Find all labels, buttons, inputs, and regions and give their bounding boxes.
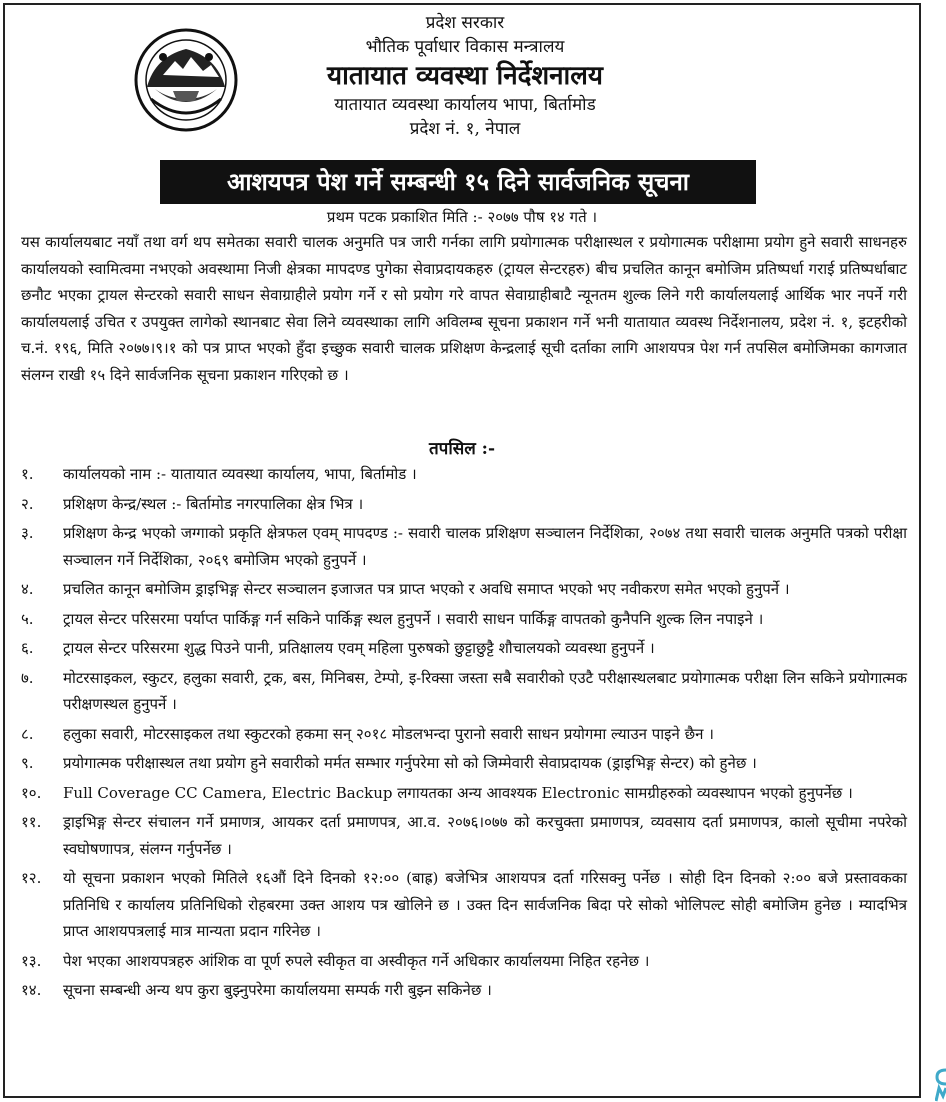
office-address: यातायात व्यवस्था कार्यालय भापा, बिर्तामोड xyxy=(334,95,596,115)
item-text: यो सूचना प्रकाशन भएको मितिले १६औं दिने दिनको १२:०० (बाह्र) बजेभित्र आशयपत्र दर्ता गरिसक्नु पर्नेछ । सोही दिन दिनको २:०० बजे प्रस्तावकका प्रतिनिधि र कार्यालय प्रतिनिधिको रोहबरमा उक्त आशय पत्र खोलिने छ । उक्त दिन सार्वजनिक बिदा परे सोको भोलिपल्ट सोही बमोजिम हुनेछ । म्यादभित्र प्राप्त आशयपत्रलाई मात्र मान्यता प्रदान गरिनेछ । xyxy=(63,869,907,940)
item-text: ट्रायल सेन्टर परिसरमा पर्याप्त पार्किङ्ग गर्न सकिने पार्किङ्ग स्थल हुनुपर्ने । सवारी साधन पार्किङ्ग वापतको कुनैपनि शुल्क लिन नपाइने । xyxy=(63,609,764,628)
list-item xyxy=(21,461,907,488)
item-text: मोटरसाइकल, स्कुटर, हलुका सवारी, ट्रक, बस, मिनिबस, टेम्पो, इ-रिक्सा जस्ता सबै सवारीको एउटै परीक्षास्थलबाट प्रयोगात्मक परीक्षा लिन सकिने प्रयोगात्मक परीक्षणस्थल हुनुपर्ने । xyxy=(63,668,907,713)
notice-body: यस कार्यालयबाट नयाँ तथा वर्ग थप समेतका सवारी चालक अनुमति पत्र जारी गर्नका लागि प्रयोगात्मक परीक्षास्थल र प्रयोगात्मक परीक्षामा प्रयोग हुने सवारी साधनहरु कार्यालयको स्वामित्वमा नभएको अवस्थामा निजी क्षेत्रका मापदण्ड पुगेका सेवाप्रदायकहरु (ट्रायल सेन्टरहरु) बीच प्रचलित कानून बमोजिम प्रतिष्पर्धा गराई प्रतिष्पर्धाबाट छनौट भएका ट्रायल सेन्टरको सवारी साधन सेवाग्राहीले प्रयोग गर्ने र सो प्रयोग गरे वापत सेवाग्राहीबाटै न्यूनतम शुल्क लिने गरी कार्यालयलाई आर्थिक भार नपर्ने गरी कार्यालयलाई उचित र उपयुक्त लागेको स्थानबाट सेवा लिने व्यवस्थाका लागि अविलम्ब सूचना प्रकाशन गर्ने भनी यातायात व्यवस्थ निर्देशनालय, प्रदेश नं. १, इटहरीको च.नं. १९६, मिति २०७७।९।१ को पत्र प्राप्त भएको हुँदा इच्छुक सवारी चालक प्रशिक्षण केन्द्रलाई सूची दर्ताका लागि आशयपत्र पेश गर्न तपसिल बमोजिमका कागजात संलग्न राखी १५ दिने सार्वजनिक सूचना प्रकाशन गरिएको छ । xyxy=(21,233,907,384)
item-text: पेश भएका आशयपत्रहरु आंशिक वा पूर्ण रुपले स्वीकृत वा अस्वीकृत गर्ने अधिकार कार्यालयमा निहित रहनेछ । xyxy=(63,951,650,970)
item-number: ११. xyxy=(21,813,42,831)
list-item xyxy=(21,491,907,518)
details-heading: तपसिल :- xyxy=(428,439,496,459)
letterhead-text xyxy=(245,11,685,141)
item-number: ९. xyxy=(21,754,34,772)
corner-logo-fragment-icon xyxy=(935,1068,946,1102)
item-number: ८. xyxy=(21,724,34,743)
government-name: प्रदेश सरकार xyxy=(425,13,505,33)
item-number: १०. xyxy=(21,783,42,802)
item-text: ड्राइभिङ्ग सेन्टर संचालन गर्ने प्रमाणत्र, आयकर दर्ता प्रमाणपत्र, आ.व. २०७६।०७७ को करचुक्ता प्रमाणपत्र, व्यवसाय दर्ता प्रमाणपत्र, कालो सूचीमा नपरेको स्वघोषणापत्र, संलग्न गर्नुपर्नेछ । xyxy=(63,813,907,858)
list-item xyxy=(21,780,907,807)
nepal-government-emblem-icon xyxy=(133,27,239,133)
item-number: १. xyxy=(21,465,34,483)
list-item xyxy=(21,606,907,633)
item-text: प्रचलित कानून बमोजिम ड्राइभिङ्ग सेन्टर सञ्चालन इजाजत पत्र प्राप्त भएको र अवधि समाप्त भएको भए नवीकरण समेत भएको हुनुपर्ने । xyxy=(63,580,790,598)
list-item xyxy=(21,809,907,862)
directorate-name: यातायात व्यवस्था निर्देशनालय xyxy=(327,61,603,91)
item-text: प्रयोगात्मक परीक्षास्थल तथा प्रयोग हुने सवारीको मर्मत सम्भार गर्नुपरेमा सो को जिम्मेवारी सेवाप्रदायक (ड्राइभिङ्ग सेन्टर) को हुनेछ । xyxy=(63,754,757,772)
letterhead xyxy=(5,5,919,165)
notice-title: आशयपत्र पेश गर्ने सम्बन्धी १५ दिने सार्वजनिक सूचना xyxy=(160,160,756,204)
item-number: ६. xyxy=(21,639,34,657)
item-text: कार्यालयको नाम :- यातायात व्यवस्था कार्यालय, भापा, बिर्तामोड । xyxy=(63,465,417,483)
item-text: हलुका सवारी, मोटरसाइकल तथा स्कुटरको हकमा सन् २०१८ मोडलभन्दा पुरानो सवारी साधन प्रयोगमा ल्याउन पाइने छैन । xyxy=(63,724,714,743)
list-item xyxy=(21,520,907,573)
publication-date: प्रथम पटक प्रकाशित मिति :- २०७७ पौष १४ गते । xyxy=(326,208,598,226)
list-item xyxy=(21,721,907,748)
item-number: १२. xyxy=(21,869,42,887)
ministry-name: भौतिक पूर्वाधार विकास मन्त्रालय xyxy=(365,37,565,57)
item-number: ३. xyxy=(21,524,34,542)
details-list xyxy=(21,461,907,1007)
list-item xyxy=(21,977,907,1004)
item-number: ७. xyxy=(21,668,34,687)
list-item xyxy=(21,576,907,603)
item-number: १३. xyxy=(21,951,42,970)
item-text: प्रशिक्षण केन्द्र/स्थल :- बिर्तामोड नगरपालिका क्षेत्र भित्र । xyxy=(63,494,364,513)
item-number: २. xyxy=(21,494,34,513)
list-item xyxy=(21,865,907,945)
item-text: ट्रायल सेन्टर परिसरमा शुद्ध पिउने पानी, प्रतिक्षालय एवम् महिला पुरुषको छुट्टाछुट्टै शौचालयको व्यवस्था हुनुपर्ने । xyxy=(63,639,655,657)
list-item xyxy=(21,948,907,975)
item-number: ५. xyxy=(21,609,34,628)
list-item xyxy=(21,635,907,662)
province-line: प्रदेश नं. १, नेपाल xyxy=(409,119,521,139)
item-text: सूचना सम्बन्धी अन्य थप कुरा बुझ्नुपरेमा कार्यालयमा सम्पर्क गरी बुझ्न सकिनेछ । xyxy=(63,981,492,999)
list-item xyxy=(21,665,907,718)
notice-document xyxy=(3,3,921,1098)
item-text: Full Coverage CC Camera, Electric Backup लगायतका अन्य आवश्यक Electronic सामग्रीहरुको व्यवस्थापन भएको हुनुपर्नेछ । xyxy=(63,783,853,802)
item-number: १४. xyxy=(21,981,42,999)
list-item xyxy=(21,750,907,777)
item-text: प्रशिक्षण केन्द्र भएको जग्गाको प्रकृति क्षेत्रफल एवम् मापदण्ड :- सवारी चालक प्रशिक्षण सञ्चालन निर्देशिका, २०७४ तथा सवारी चालक अनुमति पत्रको परीक्षा सञ्चालन गर्ने निर्देशिका, २०६९ बमोजिम भएको हुनुपर्ने । xyxy=(63,524,907,569)
item-number: ४. xyxy=(21,580,34,598)
